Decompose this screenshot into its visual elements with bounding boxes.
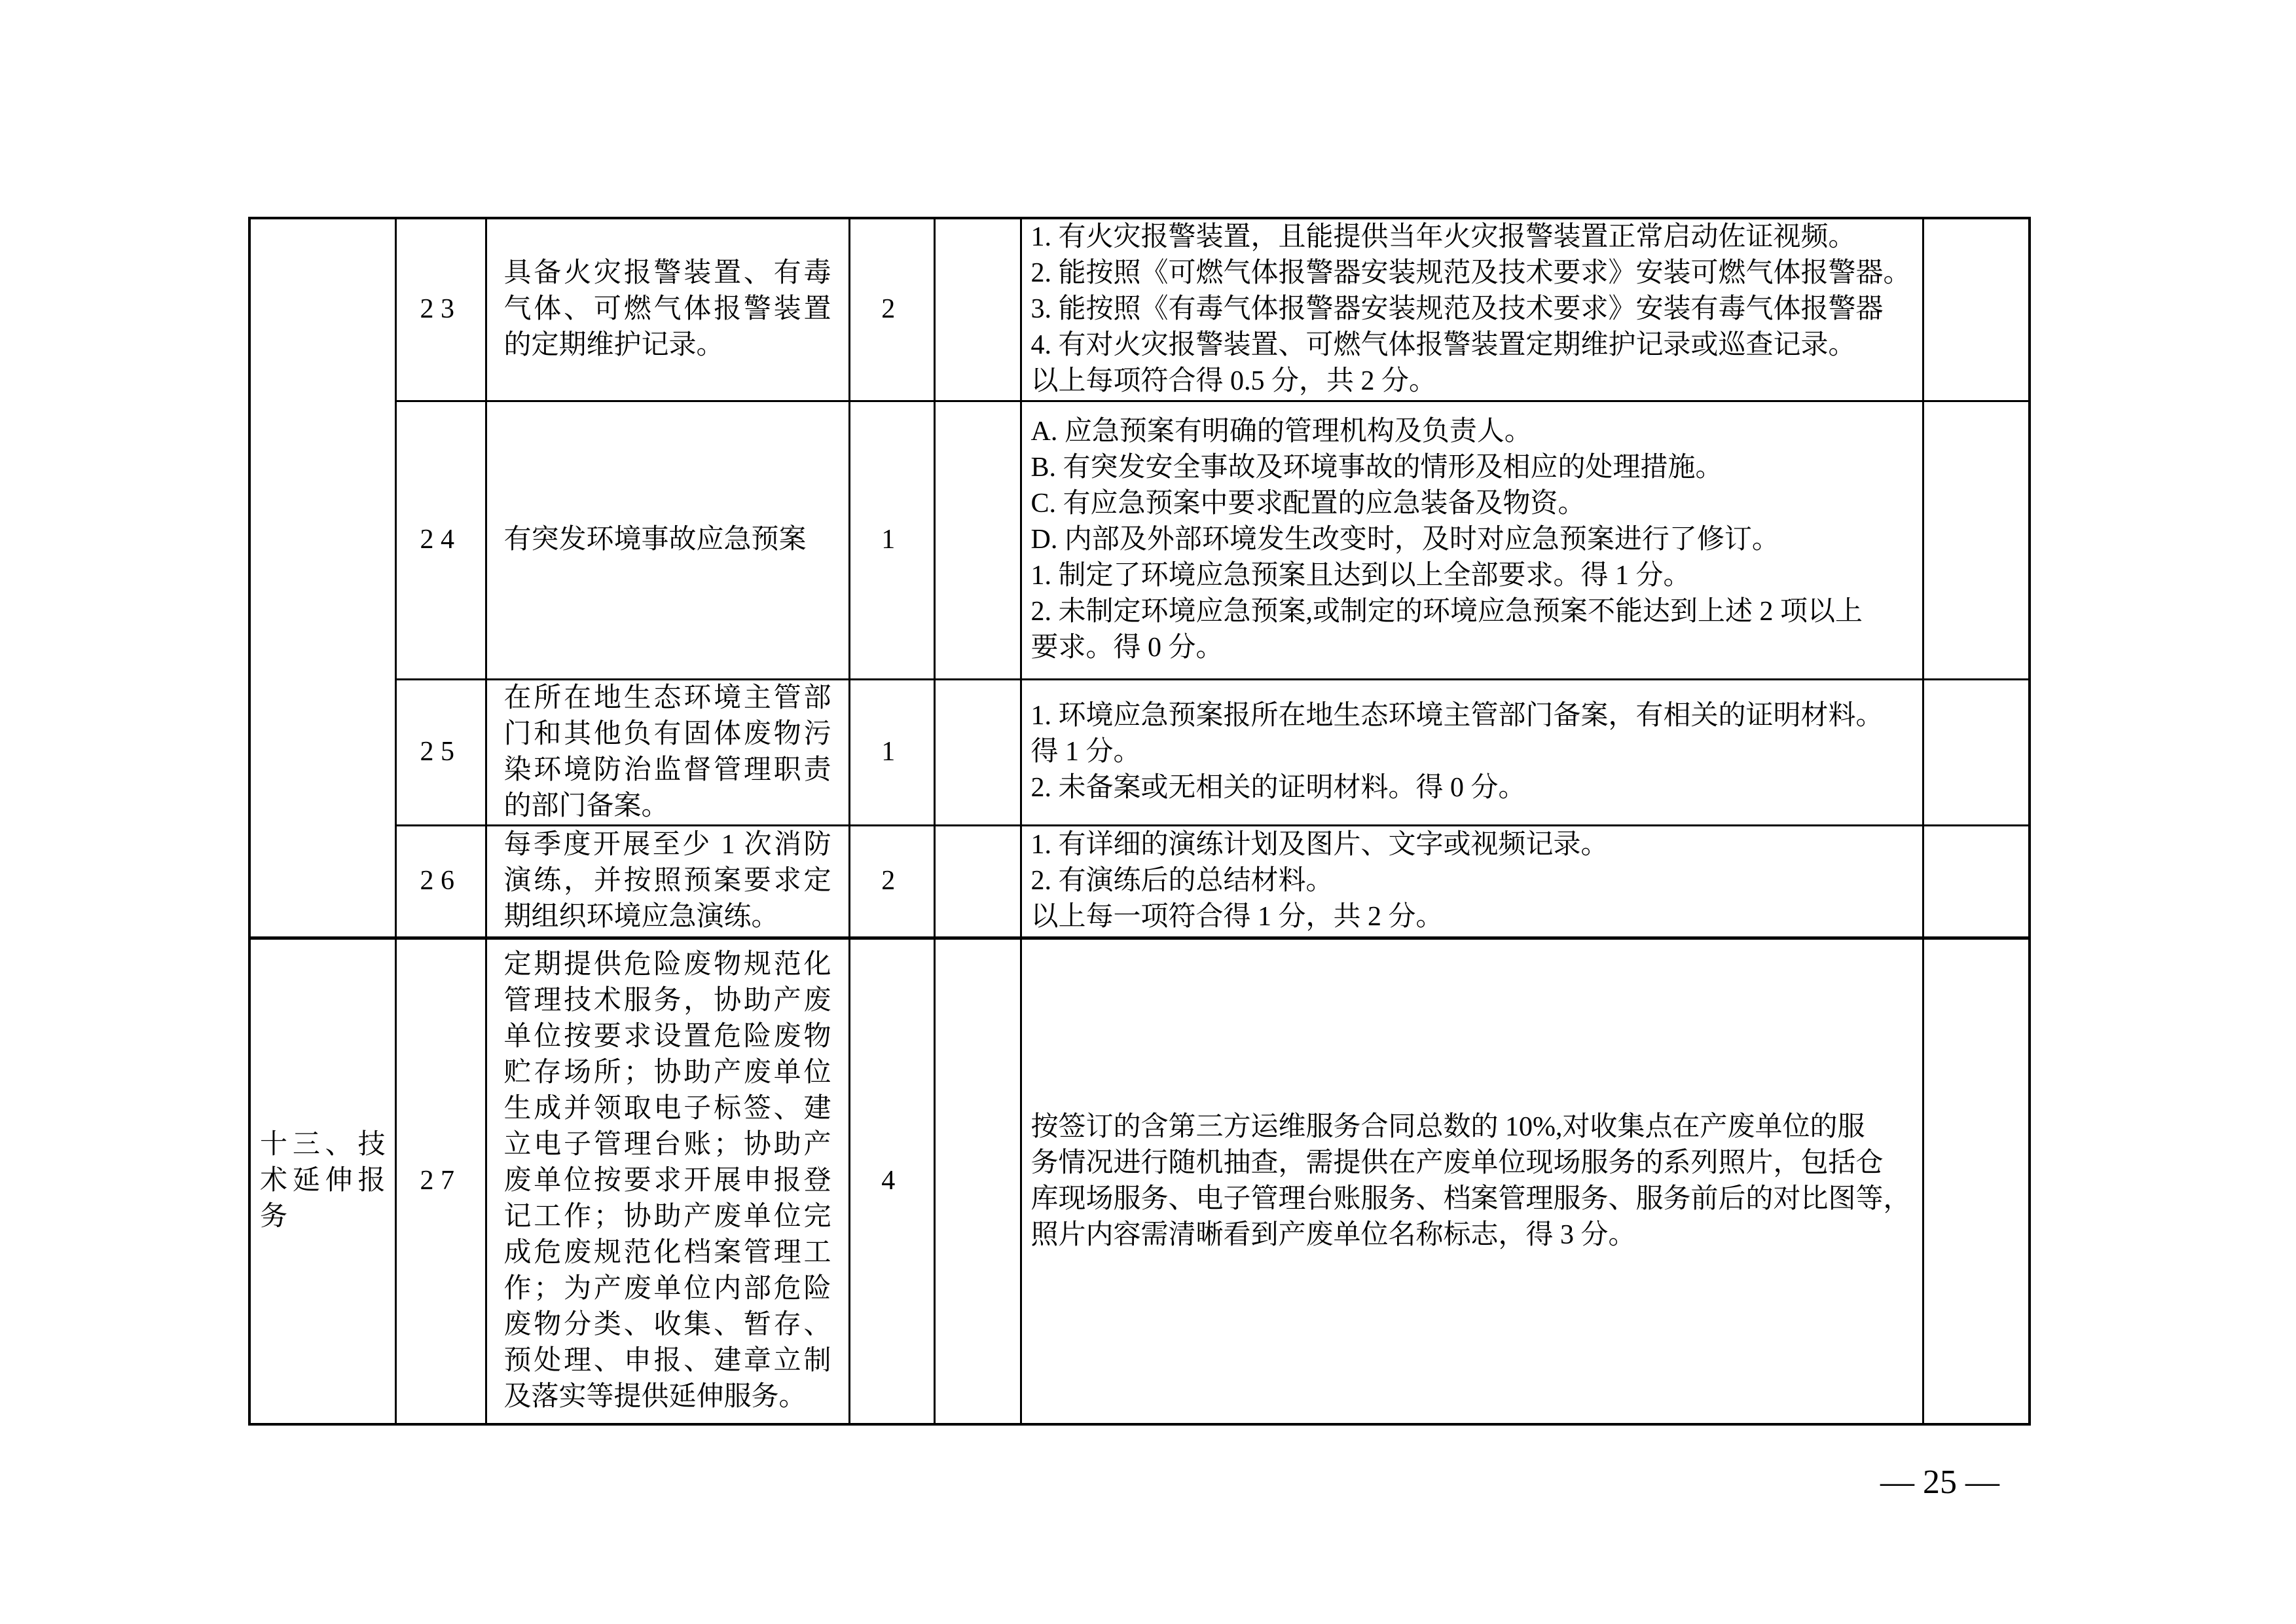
criteria-line: 按签订的含第三方运维服务合同总数的 10%,对收集点在产废单位的服 [1030, 1111, 1865, 1142]
criteria-line: 2. 有演练后的总结材料。 [1030, 866, 1334, 896]
criteria-line: 1. 有火灾报警装置，且能提供当年火灾报警装置正常启动佐证视频。 [1030, 222, 1856, 253]
criteria-cell [1021, 938, 1923, 1424]
empty-cell [934, 938, 1021, 1424]
criteria-line: 要求。得 0 分。 [1030, 633, 1224, 663]
empty-cell [934, 679, 1021, 825]
score-cell: 4 [849, 938, 934, 1424]
score-cell: 1 [849, 679, 934, 825]
criteria-line: 4. 有对火灾报警装置、可燃气体报警装置定期维护记录或巡查记录。 [1030, 330, 1856, 361]
criteria-line: 2. 未备案或无相关的证明材料。得 0 分。 [1030, 773, 1526, 803]
criteria-line: C. 有应急预案中要求配置的应急装备及物资。 [1030, 489, 1586, 519]
page-number: — 25 — [1880, 1464, 1999, 1501]
criteria-line: 以上每一项符合得 1 分，共 2 分。 [1030, 902, 1444, 932]
criteria-cell [1021, 401, 1923, 679]
category-cell [249, 218, 395, 938]
empty-cell [934, 218, 1021, 401]
item-cell: 定期提供危险废物规范化管理技术服务，协助产废单位按要求设置危险废物贮存场所；协助产废单位生成并领取电子标签、建立电子管理台账；协助产废单位按要求开展申报登记工作；协助产废单位完成危废规范化档案管理工作；为产废单位内部危险废物分类、收集、暂存、预处理、申报、建章立制及落实等提供延伸服务。 [486, 938, 849, 1424]
empty-cell [934, 825, 1021, 938]
row-number-cell: 24 [395, 401, 486, 679]
table-row [249, 679, 2030, 825]
criteria-cell [1021, 218, 1923, 401]
row-number-cell: 26 [395, 825, 486, 938]
criteria-line: 得 1 分。 [1030, 737, 1141, 767]
empty-cell [1923, 218, 2030, 401]
criteria-line: 3. 能按照《有毒气体报警器安装规范及技术要求》安装有毒气体报警器 [1030, 294, 1884, 325]
score-cell: 2 [849, 825, 934, 938]
criteria-cell [1021, 825, 1923, 938]
table-row [249, 938, 2030, 1424]
criteria-cell [1021, 679, 1923, 825]
score-cell: 2 [849, 218, 934, 401]
criteria-line: B. 有突发安全事故及环境事故的情形及相应的处理措施。 [1030, 452, 1723, 483]
criteria-line: 1. 环境应急预案报所在地生态环境主管部门备案，有相关的证明材料。 [1030, 701, 1884, 731]
empty-cell [1923, 679, 2030, 825]
criteria-line: D. 内部及外部环境发生改变时，及时对应急预案进行了修订。 [1030, 525, 1779, 555]
criteria-line: A. 应急预案有明确的管理机构及负责人。 [1030, 416, 1532, 447]
table-row [249, 825, 2030, 938]
table-row [249, 218, 2030, 401]
criteria-line: 2. 能按照《可燃气体报警器安装规范及技术要求》安装可燃气体报警器。 [1030, 258, 1911, 289]
empty-cell [1923, 938, 2030, 1424]
empty-cell [1923, 825, 2030, 938]
row-number-cell: 25 [395, 679, 486, 825]
criteria-line: 2. 未制定环境应急预案,或制定的环境应急预案不能达到上述 2 项以上 [1030, 597, 1863, 627]
empty-cell [934, 401, 1021, 679]
empty-cell [1923, 401, 2030, 679]
table-row [249, 401, 2030, 679]
item-cell: 有突发环境事故应急预案 [486, 401, 849, 679]
criteria-line: 务情况进行随机抽查，需提供在产废单位现场服务的系列照片，包括仓 [1030, 1147, 1884, 1178]
row-number-cell: 23 [395, 218, 486, 401]
item-cell: 在所在地生态环境主管部门和其他负有固体废物污染环境防治监督管理职责的部门备案。 [486, 679, 849, 825]
evaluation-table [248, 217, 2031, 1426]
item-cell: 每季度开展至少 1 次消防演练，并按照预案要求定期组织环境应急演练。 [486, 825, 849, 938]
row-number-cell: 27 [395, 938, 486, 1424]
category-cell: 十三、技术延伸报务 [249, 938, 395, 1424]
criteria-line: 库现场服务、电子管理台账服务、档案管理服务、服务前后的对比图等， [1030, 1183, 1911, 1214]
item-cell: 具备火灾报警装置、有毒气体、可燃气体报警装置的定期维护记录。 [486, 218, 849, 401]
criteria-line: 1. 有详细的演练计划及图片、文字或视频记录。 [1030, 830, 1609, 860]
score-cell: 1 [849, 401, 934, 679]
criteria-line: 照片内容需清晰看到产废单位名称标志，得 3 分。 [1030, 1219, 1636, 1250]
criteria-line: 1. 制定了环境应急预案且达到以上全部要求。得 1 分。 [1030, 561, 1691, 591]
criteria-line: 以上每项符合得 0.5 分，共 2 分。 [1030, 366, 1437, 397]
